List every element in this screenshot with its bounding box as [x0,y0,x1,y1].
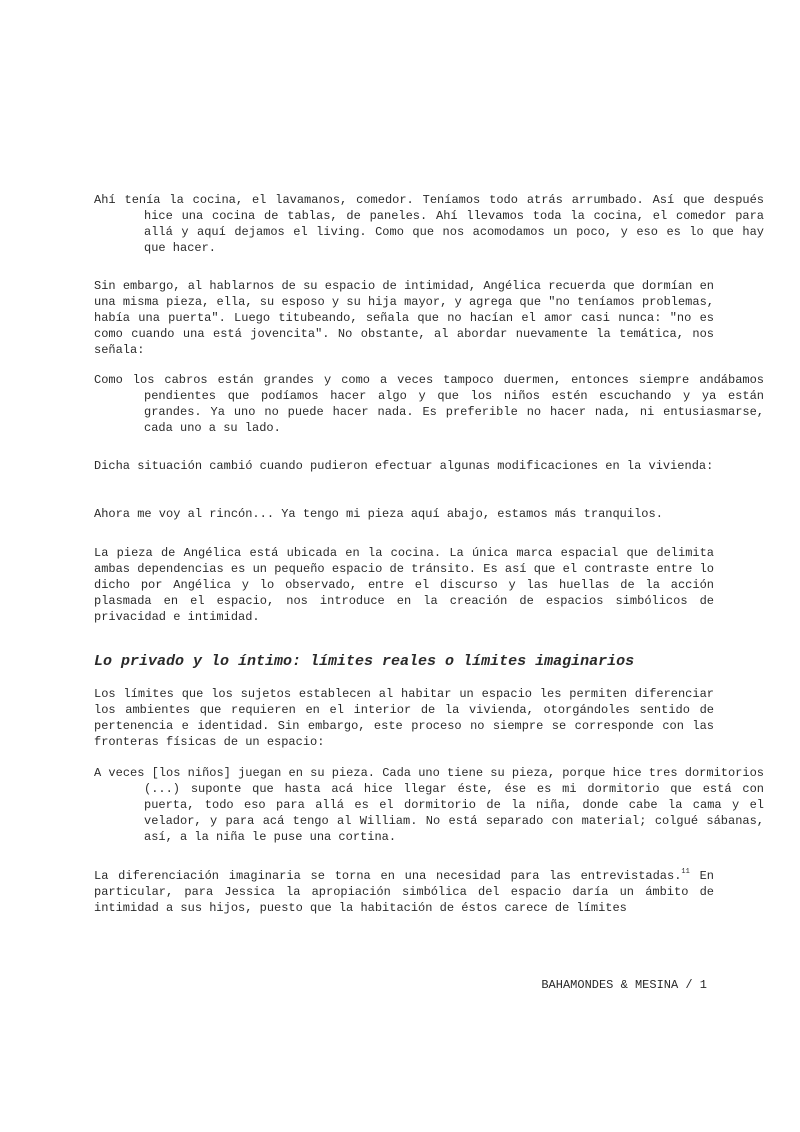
paragraph-text-end: En particular, para Jessica la apropiación simbólica del espacio daría un ámbito de intimidad a sus hijos, puesto que la habitación de éstos carece de límites [94,869,714,915]
block-quote-children: Como los cabros están grandes y como a veces tampoco duermen, entonces siempre andábamos pendientes que podíamos hacer algo y que los niños estén escuchando y ya están grandes. Ya uno no puede hacer nada. Es preferible no hacer nada, ni entusiasmarse, cada uno a su lado. [94,373,764,435]
page-footer: BAHAMONDES & MESINA / 1 [541,978,707,992]
paragraph-limits: Los límites que los sujetos establecen al habitar un espacio les permiten diferenciar los ambientes que requieren en el interior de la vivienda, otorgándoles sentido de pertenencia e identidad. Sin embargo, este proceso no siempre se corresponde con las fronteras físicas de un espacio: [94,687,714,749]
block-quote-corner: Ahora me voy al rincón... Ya tengo mi pieza aquí abajo, estamos más tranquilos. [94,507,663,521]
paragraph-intimacy: Sin embargo, al hablarnos de su espacio de intimidad, Angélica recuerda que dormían en una misma pieza, ella, su esposo y su hija mayor, y agrega que "no teníamos problemas, había una puerta". Luego titubeando, señala que no hacían el amor casi nunca: "no es como cuando una está jovencita". No obstante, al abordar nuevamente la temática, nos señala: [94,279,714,357]
paragraph-angelica-room: La pieza de Angélica está ubicada en la cocina. La única marca espacial que delimita ambas dependencias es un pequeño espacio de tránsito. Es así que el contraste entre lo dicho por Angélica y lo observado, entre el discurso y las huellas de la acción plasmada en el espacio, nos introduce en la creación de espacios simbólicos de privacidad e intimidad. [94,546,714,624]
paragraph-changes: Dicha situación cambió cuando pudieron efectuar algunas modificaciones en la vivienda: [94,459,714,473]
footnote-marker: 11 [681,868,690,876]
block-quote-kitchen: Ahí tenía la cocina, el lavamanos, comedor. Teníamos todo atrás arrumbado. Así que después hice una cocina de tablas, de paneles. Ahí llevamos toda la cocina, el comedor para allá y aquí dejamos el living. Como que nos acomodamos un poco, y eso es lo que hay que hacer. [94,193,764,255]
paragraph-imaginary-differentiation [94,868,714,916]
block-quote-bedrooms: A veces [los niños] juegan en su pieza. Cada uno tiene su pieza, porque hice tres dormitorios (...) suponte que hasta acá hice llegar éste, ése es mi dormitorio que está con puerta, todo eso para allá es el dormitorio de la niña, donde cabe la cama y el velador, y para acá tengo al William. No está separado con material; colgué sábanas, así, a la niña le puse una cortina. [94,766,764,844]
paragraph-text-start: La diferenciación imaginaria se torna en una necesidad para las entrevistadas. [94,869,682,883]
section-heading: Lo privado y lo íntimo: límites reales o límites imaginarios [94,653,635,670]
